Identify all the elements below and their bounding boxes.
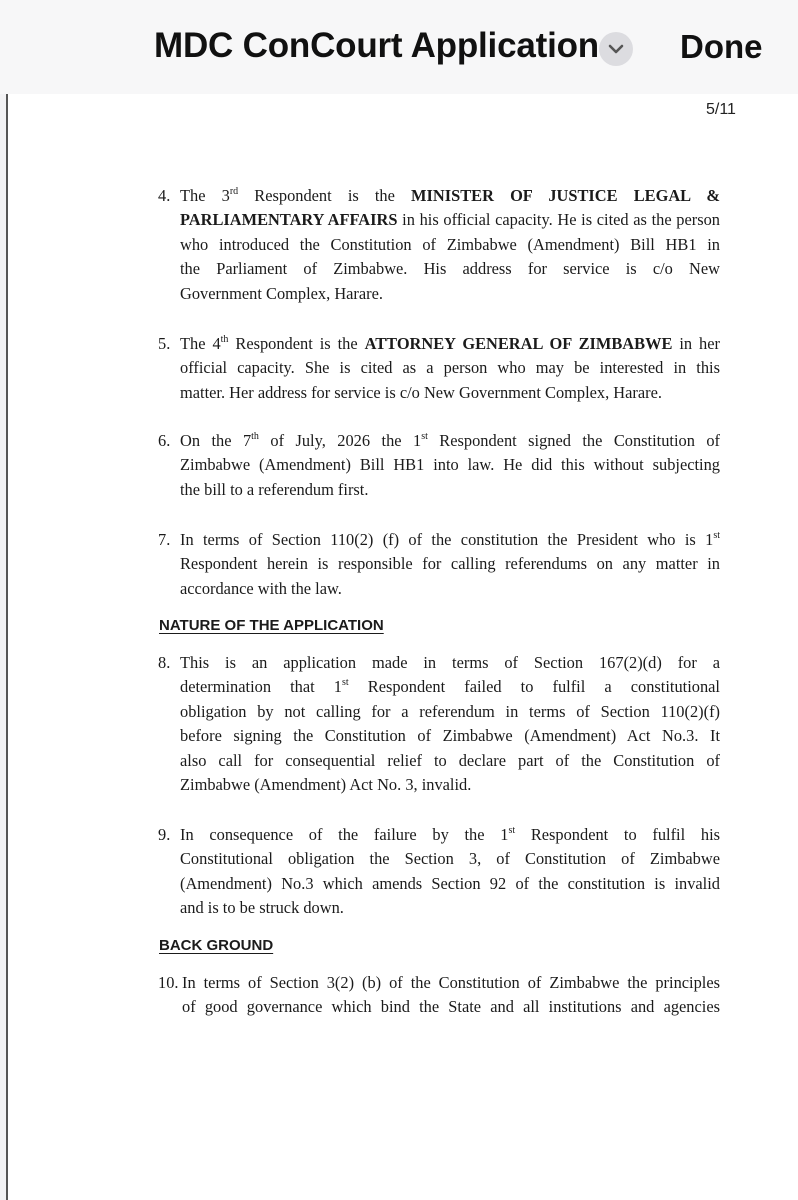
page-indicator: 5/11 [706, 101, 736, 118]
paragraph-7 [158, 528, 720, 601]
paragraph-number: 6. [158, 431, 171, 450]
paragraph-line: of good governance which bind the State and all institutions and agencies [182, 997, 720, 1017]
paragraph-line: obligation by not calling for a referendum in terms of Section 110(2)(f) [180, 701, 720, 721]
section-heading-background: BACK GROUND [159, 937, 274, 954]
paragraph-number: 5. [158, 334, 171, 353]
paragraph-line: Zimbabwe (Amendment) Bill HB1 into law. He did this without subjecting [180, 455, 720, 475]
paragraph-number: 10. [158, 973, 179, 992]
paragraph-10 [158, 971, 720, 1020]
section-heading-nature: NATURE OF THE APPLICATION [159, 617, 384, 634]
paragraph-line: Zimbabwe (Amendment) Act No. 3, invalid. [180, 775, 472, 795]
paragraph-line: Constitutional obligation the Section 3, of Constitution of Zimbabwe [180, 849, 720, 869]
done-button[interactable]: Done [680, 28, 763, 65]
paragraph-line: The 3rd Respondent is the MINISTER OF JUSTICE LEGAL & [180, 186, 720, 206]
paragraph-6 [158, 429, 720, 502]
paragraph-line: the bill to a referendum first. [180, 479, 369, 499]
paragraph-line: matter. Her address for service is c/o New Government Complex, Harare. [180, 382, 662, 402]
paragraph-line: In terms of Section 3(2) (b) of the Constitution of Zimbabwe the principles [182, 973, 720, 993]
paragraph-number: 9. [158, 825, 171, 844]
title-menu-button[interactable] [599, 32, 633, 66]
paragraph-line: who introduced the Constitution of Zimbabwe (Amendment) Bill HB1 in [180, 234, 720, 254]
paragraph-line: The 4th Respondent is the ATTORNEY GENERAL OF ZIMBABWE in her [180, 334, 720, 354]
paragraph-line: before signing the Constitution of Zimbabwe (Amendment) Act No.3. It [180, 726, 720, 746]
paragraph-line: Government Complex, Harare. [180, 283, 383, 303]
paragraph-line: and is to be struck down. [180, 898, 344, 918]
paragraph-line: Respondent herein is responsible for calling referendums on any matter in [180, 554, 720, 574]
paragraph-line: In terms of Section 110(2) (f) of the constitution the President who is 1st [180, 530, 720, 550]
paragraph-line: official capacity. She is cited as a person who may be interested in this [180, 358, 720, 378]
paragraph-number: 7. [158, 530, 171, 549]
paragraph-line: accordance with the law. [180, 578, 342, 598]
paragraph-line: This is an application made in terms of Section 167(2)(d) for a [180, 653, 720, 673]
paragraph-line: determination that 1st Respondent failed to fulfil a constitutional [180, 677, 720, 697]
paragraph-5 [158, 332, 720, 405]
paragraph-4 [158, 184, 720, 306]
chevron-down-icon [608, 43, 624, 55]
paragraph-9 [158, 823, 720, 921]
paragraph-number: 8. [158, 653, 171, 672]
paragraph-number: 4. [158, 186, 171, 205]
document-title: MDC ConCourt Application [154, 26, 599, 65]
paragraph-line: (Amendment) No.3 which amends Section 92 of the constitution is invalid [180, 873, 720, 893]
top-toolbar [0, 0, 798, 94]
paragraph-line: On the 7th of July, 2026 the 1st Respondent signed the Constitution of [180, 431, 721, 451]
paragraph-line: the Parliament of Zimbabwe. His address for service is c/o New [180, 259, 720, 279]
paragraph-line: PARLIAMENTARY AFFAIRS in his official capacity. He is cited as the person [180, 210, 720, 230]
paragraph-line: In consequence of the failure by the 1st Respondent to fulfil his [180, 825, 721, 845]
paragraph-8 [158, 651, 720, 797]
paragraph-line: also call for consequential relief to declare part of the Constitution of [180, 750, 720, 770]
